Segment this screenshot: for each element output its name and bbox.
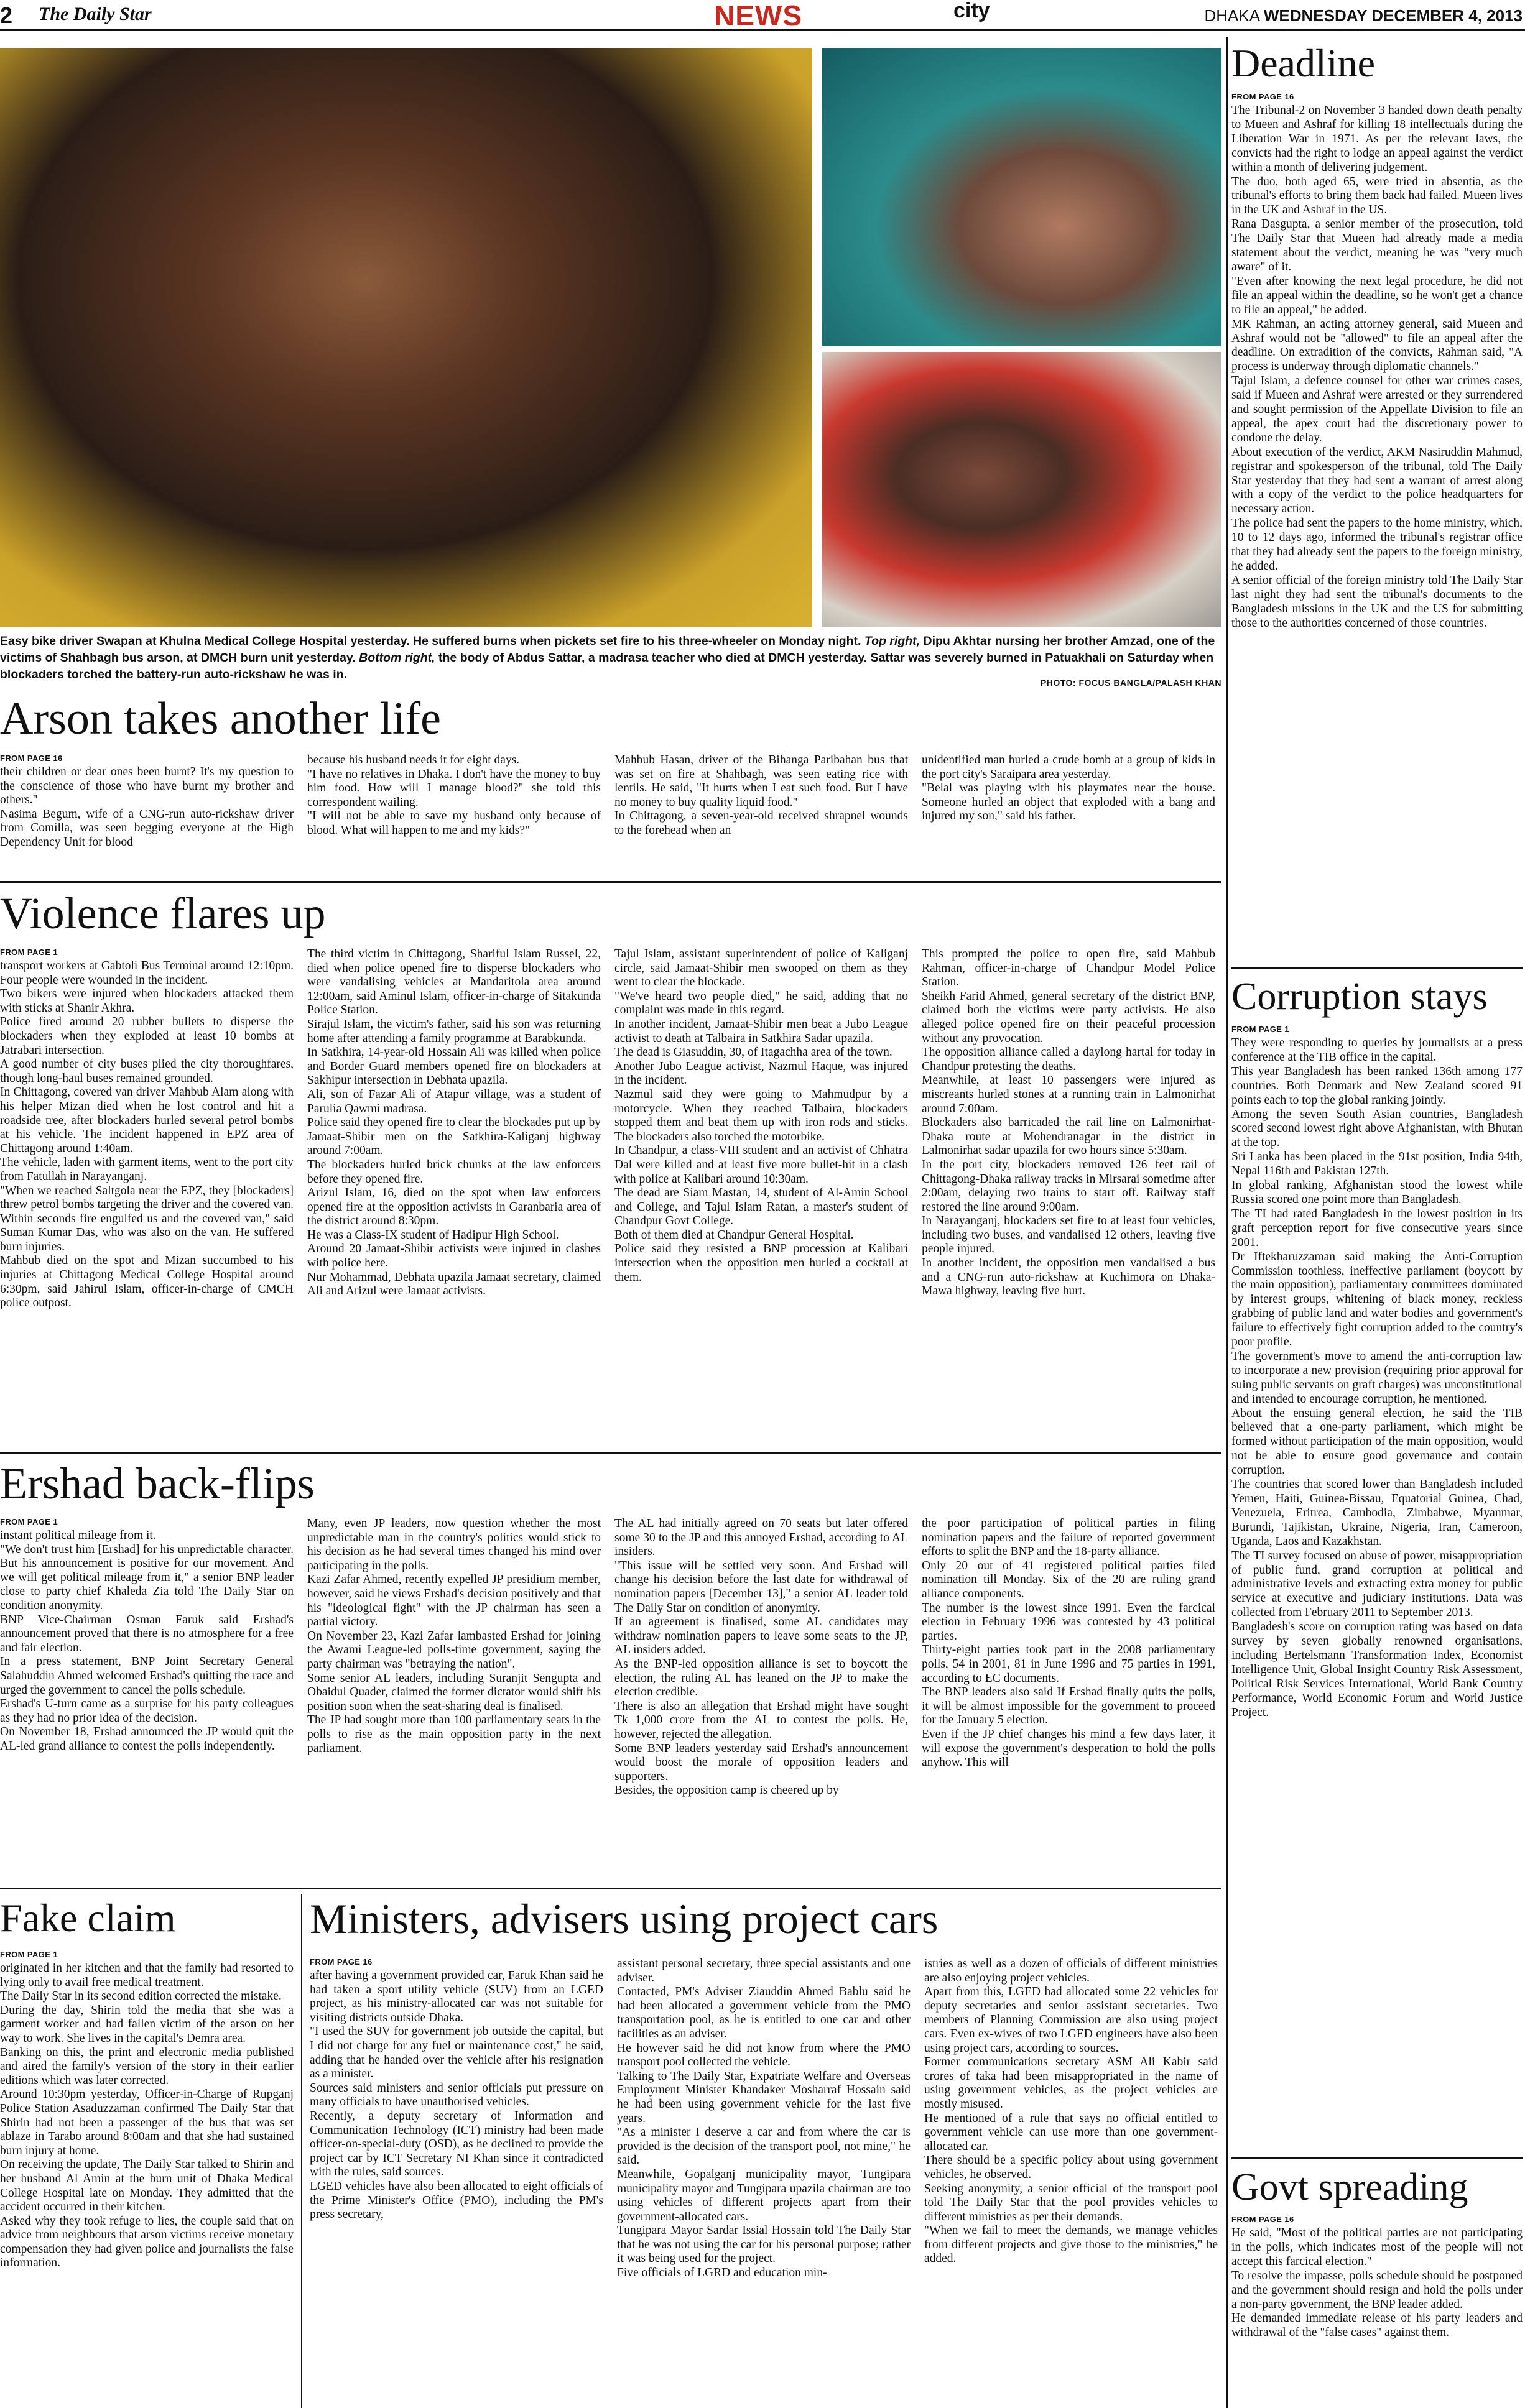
article-govt-spreading	[1231, 2215, 1523, 2340]
article-text: transport workers at Gabtoli Bus Terminal around 12:10pm. Four people were wounded in the incident. Two bikers were injured when blockaders attacked them with sticks at Shanir Akhra. Police fired around 20 rubber bullets to disperse the blockaders when they exploded at least 10 bombs at Jatrabari intersection. A good number of city buses plied the city thoroughfares, though long-haul buses remained grounded. In Chittagong, covered van driver Mahbub Alam along with his helper Mizan died when he lost control and hit a roadside tree, after blockaders hurled several petrol bombs at his vehicle. The incident happened in EPZ area of Chittagong around 1:40am. The vehicle, laden with garment items, went to the port city from Fatullah in Narayanganj. "When we reached Saltgola near the EPZ, they [blockaders] threw petrol bombs targeting the driver and the covered van. Within seconds fire engulfed us and the covered van," said Suman Kumar Das, who was also on the van. He suffered burn injuries. Mahbub died on the spot and Mizan succumbed to his injuries at Chittagong Medical College Hospital around 6:30pm, said Jahirul Islam, officer-in-charge of CMCH police outpost.	[0, 959, 294, 1310]
article-fake-claim	[0, 1950, 294, 2271]
headline-arson: Arson takes another life	[0, 693, 441, 744]
article-ministers-col-3: istries as well as a dozen of officials of different ministries are also enjoying project vehicles. Apart from this, LGED had allocated some 22 vehicles for deputy secretaries and senior assistant secretaries. Two members of Planning Commission are also using project cars. Even ex-wives of two LGED engineers have also been using project cars, according to sources. Former communications secretary ASM Ali Kabir said crores of taka had been misappropriated in the name of using government vehicles, as the project vehicles are mostly misused. He mentioned of a rule that says no official entitled to government vehicle can use more than one government-allocated car. There should be a specific policy about using government vehicles, he observed. Seeking anonymity, a senior official of the transport pool told The Daily Star that the pool provides vehicles to different ministries as per their demands. "When we fail to meet the demands, we manage vehicles from different projects and give those to the ministries," he added.	[924, 1957, 1218, 2266]
article-arson-col-3: Mahbub Hasan, driver of the Bihanga Paribahan bus that was set on fire at Shahbagh, was seen eating rice with lentils. He said, "It hurts when I eat such food. But I have no money to buy quality liquid food." In Chittagong, a seven-year-old received shrapnel wounds to the forehead when an	[614, 754, 908, 837]
article-violence-col-4: This prompted the police to open fire, said Mahbub Rahman, officer-in-charge of Chandpur Model Police Station. Sheikh Farid Ahmed, general secretary of the district BNP, claimed both the victims were party activists. He also alleged police opened fire on their peaceful procession without any provocation. The opposition alliance called a daylong hartal for today in Chandpur protesting the deaths. Meanwhile, at least 10 passengers were injured as miscreants hurled stones at a running train in Lalmonirhat around 7:00am. Blockaders also barricaded the rail line on Lalmonirhat-Dhaka route at Mohendranagar in the district in Lalmonirhat sadar upazila for two hours since 5:30am. In the port city, blockaders removed 126 feet rail of Chittagong-Dhaka railway tracks in Mirsarai sometime after 2:00am, delaying two trains to start off. Railway staff restored the line around 9:00am. In Narayanganj, blockaders set fire to at least four vehicles, including two buses, and vandalised 12 others, leaving five people injured. In another incident, the opposition men vandalised a bus and a CNG-run auto-rickshaw at Kuchimora on Dhaka-Mawa highway, leaving five hurt.	[922, 948, 1215, 1298]
headline-deadline: Deadline	[1231, 41, 1375, 85]
photo-caption	[0, 633, 1221, 683]
from-page-label: FROM PAGE 16	[0, 754, 63, 763]
article-ministers-col-1	[310, 1957, 603, 2222]
dateline-city: DHAKA	[1204, 6, 1259, 25]
article-ershad-col-4: the poor participation of political parties in filing nomination papers and the failure of reported government efforts to split the BNP and the 18-party alliance. Only 20 out of 41 registered political parties filed nomination till Monday. Six of the 20 are ruling grand alliance components. The number is the lowest since 1991. Even the farcical election in February 1996 was contested by 43 political parties. Thirty-eight parties took part in the 2008 parliamentary polls, 54 in 2001, 81 in June 1996 and 75 parties in 1991, according to EC documents. The BNP leaders also said If Ershad finally quits the polls, it will be almost impossible for the government to proceed for the January 5 election. Even if the JP chief changes his mind a few days later, it will expose the government's desperation to hold the polls anyhow. This will	[922, 1517, 1215, 1769]
section-label: NEWS	[714, 0, 802, 32]
article-violence-col-2: The third victim in Chittagong, Shariful Islam Russel, 22, died when police opened fire to disperse blockaders who were vandalising vehicles at Mandaritola area around 12:00am, said Aminul Islam, officer-in-charge of Sitakunda Police Station. Sirajul Islam, the victim's father, said his son was returning home after attending a family programme at Barabkunda. In Satkhira, 14-year-old Hossain Ali was killed when police and Border Guard members opened fire on blockaders at Sakhipur intersection in Debhata upazila. Ali, son of Fazar Ali of Atapur village, was a student of Parulia Qawmi madrasa. Police said they opened fire to clear the blockades put up by Jamaat-Shibir men on the Satkhira-Kaliganj highway around 7:00am. The blockaders hurled brick chunks at the law enforcers before they opened fire. Arizul Islam, 16, died on the spot when law enforcers opened fire at the opposition activists in Garanbaria area of the district around 8:30pm. He was a Class-IX student of Hadipur High School. Around 20 Jamaat-Shibir activists were injured in clashes with police here. Nur Mohammad, Debhata upazila Jamaat secretary, claimed Ali and Arizul were Jamaat activists.	[307, 948, 601, 1298]
masthead-logo: The Daily Star	[39, 4, 152, 24]
headline-corruption: Corruption stays	[1231, 976, 1488, 1018]
rule-divider	[0, 1452, 1221, 1454]
rule-divider	[1231, 2157, 1523, 2159]
from-page-label: FROM PAGE 1	[1231, 1025, 1290, 1034]
article-violence-col-3: Tajul Islam, assistant superintendent of police of Kaliganj circle, said Jamaat-Shibir men swooped on them as they went to clear the blockade. "We've heard two people died," he said, adding that no complaint was made in this regard. In another incident, Jamaat-Shibir men beat a Jubo League activist to death at Talbaira in Satkhira Sadar upazila. The dead is Giasuddin, 30, of Itagachha area of the town. Another Jubo League activist, Nazmul Haque, was injured in the incident. Nazmul said they were going to Mahmudpur by a motorcycle. When they reached Talbaira, blockaders stopped them and beat them up with iron rods and sticks. The blockaders also torched the motorbike. In Chandpur, a class-VIII student and an activist of Chhatra Dal were killed and at least five more bullet-hit in a clash with police at Kalibari around 10:30am. The dead are Siam Mastan, 14, student of Al-Amin School and College, and Tajul Islam Ratan, a master's student of Chandpur Govt College. Both of them died at Chandpur General Hospital. Police said they resisted a BNP procession at Kalibari intersection when the opposition men hurled a cocktail at them.	[614, 948, 908, 1284]
from-page-label: FROM PAGE 16	[1231, 2215, 1294, 2224]
rule-divider	[0, 881, 1221, 883]
article-text: after having a government provided car, Faruk Khan said he had taken a sport utility vehicle (SUV) from an LGED project, as his ministry-allocated car was not suitable for visiting districts outside Dhaka. "I used the SUV for government job outside the capital, but I did not charge for any fuel or maintenance cost," he said, adding that he handed over the vehicle after his resignation as a minister. Sources said ministers and senior officials put pressure on many officials to have unauthorised vehicles. Recently, a deputy secretary of Information and Communication Technology (ICT) ministry had been made officer-on-special-duty (OSD), as he declined to provide the project car by ICT Secretary NI Khan since it contradicted with the rules, said sources. LGED vehicles have also been allocated to eight officials of the Prime Minister's Office (PMO), including the PM's press secretary,	[310, 1969, 603, 2221]
rule-divider	[0, 1888, 1221, 1889]
article-ershad-col-3: The AL had initially agreed on 70 seats but later offered some 30 to the JP and this annoyed Ershad, according to AL insiders. "This issue will be settled very soon. And Ershad will change his decision before the last date for withdrawal of nomination papers [December 13]," a senior AL leader told The Daily Star on condition of anonymity. If an agreement is finalised, some AL candidates may withdraw nomination papers to leave some seats to the JP, AL insiders added. As the BNP-led opposition alliance is set to boycott the election, the ruling AL has leaned on the JP to make the election credible. There is also an allegation that Ershad might have sought Tk 1,000 crore from the AL to contest the polls. He, however, rejected the allegation. Some BNP leaders yesterday said Ershad's announcement would boost the morale of opposition leaders and supporters. Besides, the opposition camp is cheered up by	[614, 1517, 908, 1797]
caption-c-lead: Bottom right,	[359, 651, 435, 665]
sub-section-label: city	[953, 0, 990, 22]
article-text: He said, "Most of the political parties are not participating in the polls, which indicates most of the people will not accept this farcical election." To resolve the impasse, polls schedule should be postponed and the government should resign and hold the polls under a non-party government, the BNP leader added. He demanded immediate release of his party leaders and withdrawal of the "false cases" against them.	[1231, 2226, 1523, 2340]
article-text: originated in her kitchen and that the family had resorted to lying only to avail free medical treatment. The Daily Star in its second edition corrected the mistake. During the day, Shirin told the media that she was a garment worker and had fallen victim of the arson on her way to work. She lives in the capital's Demra area. Banking on this, the print and electronic media published and aired the family's version of the story in their earlier editions which was later corrected. Around 10:30pm yesterday, Officer-in-Charge of Rupganj Police Station Asaduzzaman confirmed The Daily Star that Shirin had not been a passenger of the bus that was set ablaze in Tarabo around 8:00am and that she had sustained burn injury at home. On receiving the update, The Daily Star talked to Shirin and her husband Al Amin at the burn unit of Dhaka Medical College Hospital late on Monday. They admitted that the accident occurred in their kitchen. Asked why they took refuge to lies, the couple said that on advice from neighbours that arson victims receive monetary compensation they had given police and journalists the false information.	[0, 1962, 294, 2270]
article-violence-col-1	[0, 948, 294, 1311]
article-ministers-col-2: assistant personal secretary, three special assistants and one adviser. Contacted, PM's Adviser Ziauddin Ahmed Bablu said he had been allocated a government vehicle from the PMO transportation pool, as he is entitled to one car and other facilities as an adviser. He however said he did not know from where the PMO transport pool collected the vehicle. Talking to The Daily Star, Expatriate Welfare and Overseas Employment Minister Khandaker Mosharraf Hossain said he had been using government vehicle for the last five years. "As a minister I deserve a car and from where the car is provided is the decision of the transport pool, not mine," he said. Meanwhile, Gopalganj municipality mayor, Tungipara municipality mayor and Tungipara upazila chairman are too using vehicles of different projects apart from their government-allocated cars. Tungipara Mayor Sardar Issial Hossain told The Daily Star that he was not using the car for his personal purpose; rather it was being used for the project. Five officials of LGRD and education min-	[617, 1957, 911, 2280]
caption-c: the body of Abdus Sattar, a madrasa teacher who died at DMCH yesterday. Sattar was severely burned in Patuakhali on Saturday when blockaders torched the battery-run auto-rickshaw he was in.	[0, 651, 1214, 681]
rule-divider	[1231, 967, 1523, 969]
dateline-date: WEDNESDAY DECEMBER 4, 2013	[1263, 6, 1523, 25]
from-page-label: FROM PAGE 1	[0, 948, 58, 957]
from-page-label: FROM PAGE 1	[0, 1950, 58, 1959]
article-text: their children or dear ones been burnt? It's my question to the conscience of those who have burnt my brother and others." Nasima Begum, wife of a CNG-run auto-rickshaw driver from Comilla, was seen begging everyone at the High Dependency Unit for blood	[0, 765, 294, 849]
article-deadline	[1231, 92, 1523, 631]
from-page-label: FROM PAGE 16	[310, 1957, 373, 1967]
article-arson-col-2: because his husband needs it for eight days. "I have no relatives in Dhaka. I don't have the money to buy him food. How will I manage blood?" she told this correspondent wailing. "I will not be able to save my husband only because of blood. What will happen to me and my kids?"	[307, 754, 601, 837]
rule-divider-vertical	[1226, 37, 1228, 2408]
article-arson-col-4: unidentified man hurled a crude bomb at a group of kids in the port city's Saraipara area yesterday. "Belal was playing with his playmates near the house. Someone hurled an object that exploded with a bang and injured my son," said his father.	[922, 754, 1215, 823]
article-ershad-col-1	[0, 1517, 294, 1754]
photo-body-abdus-sattar	[822, 352, 1221, 627]
from-page-label: FROM PAGE 1	[0, 1517, 58, 1526]
from-page-label: FROM PAGE 16	[1231, 92, 1294, 101]
caption-b-lead: Top right,	[864, 634, 920, 648]
photo-burn-victim-swapan	[0, 48, 812, 627]
article-ershad-col-2: Many, even JP leaders, now question whether the most unpredictable man in the country's politics would stick to his decision as he had several times changed his mind over participating in the polls. Kazi Zafar Ahmed, recently expelled JP presidium member, however, said he views Ershad's decision positively and that his "ideological fight" with the JP chairman has seen a partial victory. On November 23, Kazi Zafar lambasted Ershad for joining the Awami League-led polls-time government, saying the party chairman was "betraying the nation". Some senior AL leaders, including Suranjit Sengupta and Obaidul Quader, claimed the former dictator would shift his position soon when the seat-sharing deal is finalised. The JP had sought more than 100 parliamentary seats in the polls to rise as the main opposition party in the next parliament.	[307, 1517, 601, 1755]
article-text: They were responding to queries by journalists at a press conference at the TIB office in the capital. This year Bangladesh has been ranked 136th among 177 countries. Both Denmark and New Zealand scored 91 points each to top the global ranking jointly. Among the seven South Asian countries, Bangladesh scored second lowest right above Afghanistan, with Bhutan at the top. Sri Lanka has been placed in the 91st position, India 94th, Nepal 116th and Pakistan 127th. In global ranking, Afghanistan stood the lowest while Russia scored one point more than Bangladesh. The TI had rated Bangladesh in the lowest position in its graft perception report for five consecutive years since 2001. Dr Iftekharuzzaman said making the Anti-Corruption Commission toothless, ineffective parliament (boycott by the main opposition), parliamentary committees dominated by interest groups, whitening of black money, reckless grabbing of public land and water bodies and government's failure to effectively fight corruption added to the country's poor profile. The government's move to amend the anti-corruption law to incorporate a new provision (requiring prior approval for suing public servants on graft charges) was unconstitutional and intended to encourage corruption, he mentioned. About the ensuing general election, he said the TIB believed that a one-party parliament, which might be formed without participation of the main opposition, would not be able to ensure good governance and contain corruption. The countries that scored lower than Bangladesh included Yemen, Haiti, Guinea-Bissau, Equatorial Guinea, Chad, Venezuela, Eritrea, Cambodia, Zimbabwe, Myanmar, Burundi, Tajikistan, Ukraine, Nigeria, Iran, Cameroon, Uganda, Laos and Kazakhstan. The TI survey focused on abuse of power, misappropriation of public fund, grand corruption at political and administrative levels and extracting extra money for public service at executive and judiciary institutions. Data was collected from February 2011 to September 2013. Bangladesh's score on corruption rating was based on data survey by seven globally renowned organisations, including Bertelsmann Transformation Index, Economist Intelligence Unit, Global Insight Country Risk Assessment, Political Risk Services International, World Bank Country Performance, World Economic Forum and World Justice Project.	[1231, 1036, 1523, 1719]
headline-ershad: Ershad back-flips	[0, 1459, 315, 1508]
article-arson-col-1	[0, 754, 294, 850]
photo-dipu-akhtar-nursing-brother	[822, 48, 1221, 346]
dateline	[1204, 6, 1523, 25]
photo-credit: PHOTO: FOCUS BANGLA/PALASH KHAN	[1040, 678, 1221, 688]
article-text: The Tribunal-2 on November 3 handed down death penalty to Mueen and Ashraf for killing 18 intellectuals during the Liberation War in 1971. As per the relevant laws, the convicts had the right to lodge an appeal against the verdict within a month of delivering judgement. The duo, both aged 65, were tried in absentia, as the tribunal's efforts to bring them back had failed. Mueen lives in the UK and Ashraf in the US. Rana Dasgupta, a senior member of the prosecution, told The Daily Star that Mueen had already made a media statement about the verdict, meaning he was "very much aware" of it. "Even after knowing the next legal procedure, he did not file an appeal within the deadline, so he won't get a chance to file an appeal," he added. MK Rahman, an acting attorney general, said Mueen and Ashraf would not be "allowed" to file an appeal after the deadline. On extradition of the convicts, Rahman said, "A process is underway through diplomatic channels." Tajul Islam, a defence counsel for other war crimes cases, said if Mueen and Ashraf were arrested or they surrendered and sought permission of the Appellate Division to file an appeal, the apex court had the discretionary power to condone the delay. About execution of the verdict, AKM Nasiruddin Mahmud, registrar and spokesperson of the tribunal, told The Daily Star yesterday that they had sent a warrant of arrest along with a copy of the verdict to the police headquarters for necessary action. The police had sent the papers to the home ministry, which, 10 to 12 days ago, informed the tribunal's registrar office that they had already sent the papers to the foreign ministry, he added. A senior official of the foreign ministry told The Daily Star last night they had sent the tribunal's documents to the Bangladesh missions in the UK and the US for submitting those to the authorities concerned of those countries.	[1231, 104, 1523, 630]
article-text: instant political mileage from it. "We don't trust him [Ershad] for his unpredictable character. But his announcement is positive for our movement. And we will get political mileage from it," a senior BNP leader close to party chief Khaleda Zia told The Daily Star on condition anonymity. BNP Vice-Chairman Osman Faruk said Ershad's announcement proved that there is no atmosphere for a free and fair election. In a press statement, BNP Joint Secretary General Salahuddin Ahmed welcomed Ershad's quitting the race and urged the government to cancel the polls schedule. Ershad's U-turn came as a surprise for his party colleagues as they had no prior idea of the decision. On November 18, Ershad announced the JP would quit the AL-led grand alliance to contest the polls independently.	[0, 1529, 294, 1753]
caption-a: Easy bike driver Swapan at Khulna Medical College Hospital yesterday. He suffered burns when pickets set fire to his three-wheeler on Monday night.	[0, 634, 861, 648]
headline-violence: Violence flares up	[0, 888, 326, 938]
caption-b: Dipu Akhtar nursing her brother Amzad, one of the victims of Shahbagh bus arson, at DMCH burn unit yesterday.	[0, 634, 1215, 665]
article-corruption	[1231, 1025, 1523, 1720]
page-header	[0, 0, 1525, 31]
page-number: 2	[0, 2, 13, 28]
headline-ministers-project-cars: Ministers, advisers using project cars	[310, 1895, 939, 1942]
headline-govt-spreading: Govt spreading	[1231, 2166, 1468, 2208]
rule-divider-vertical	[301, 1894, 302, 2408]
headline-fake-claim: Fake claim	[0, 1896, 176, 1940]
